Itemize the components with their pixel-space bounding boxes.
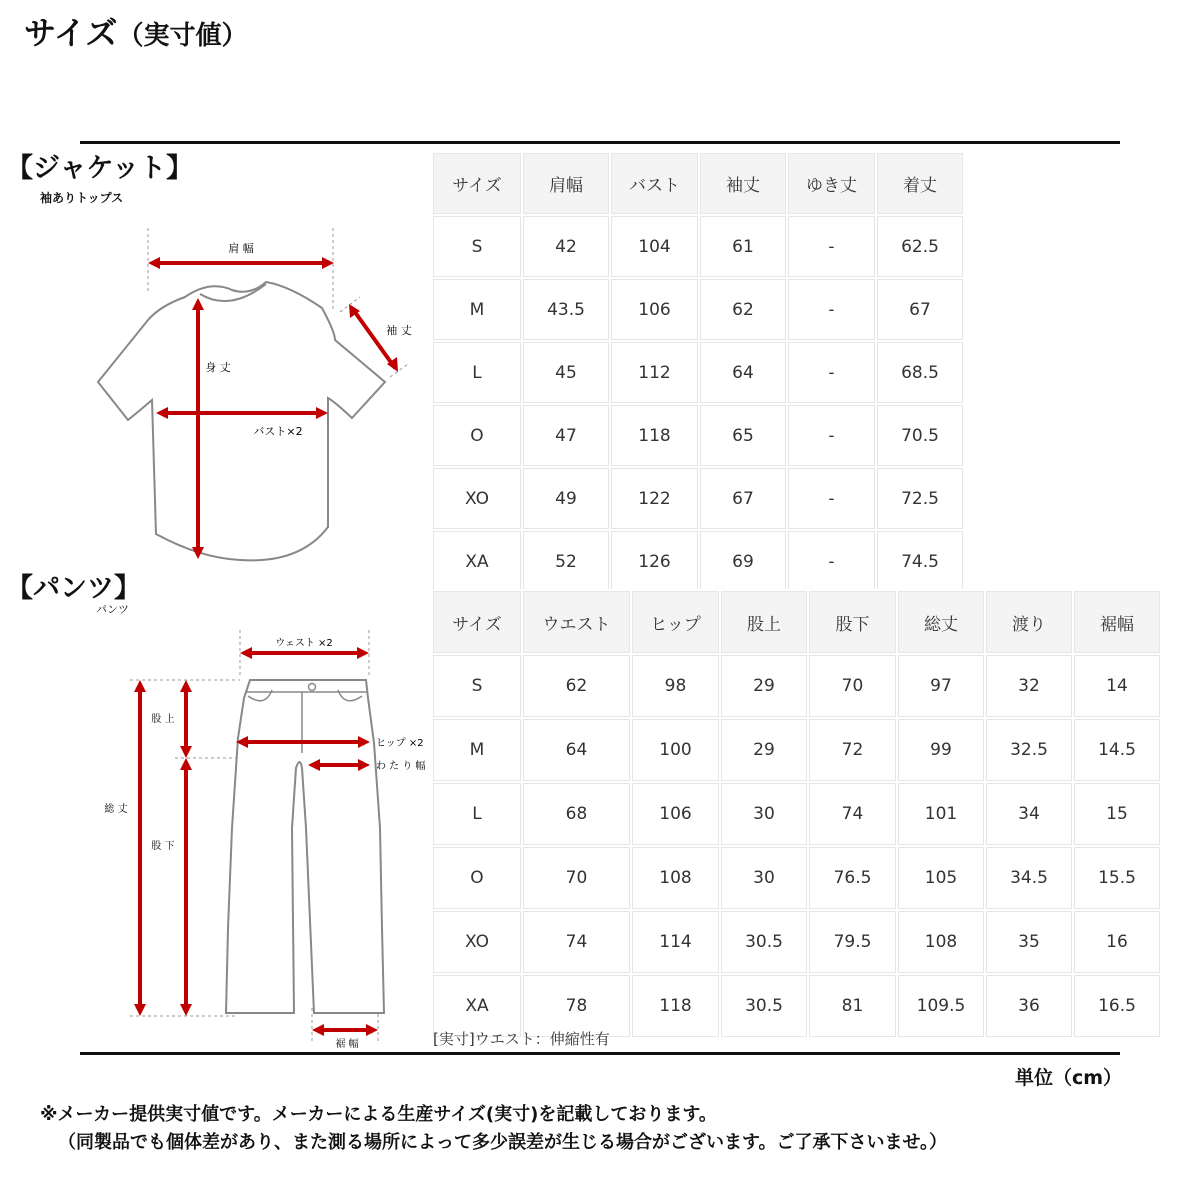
pants-note: [実寸]ウエスト：伸縮性有 [433, 1030, 610, 1048]
table-cell: 32.5 [986, 719, 1072, 781]
table-row [433, 216, 963, 277]
table-cell: 52 [523, 531, 609, 592]
table-cell: 106 [611, 279, 698, 340]
disclaimer-line1: ※メーカー提供実寸値です。メーカーによる生産サイズ(実寸)を記載しております。 [40, 1104, 717, 1125]
arrowhead [322, 257, 334, 269]
table-cell: - [788, 531, 875, 592]
pants-subheading: パンツ [96, 603, 129, 616]
table-cell: 30.5 [721, 911, 807, 973]
table-cell: 72.5 [877, 468, 963, 529]
table-cell: 70 [523, 847, 630, 909]
thigh-label: わ た り 幅 [376, 761, 426, 772]
table-cell: 15 [1074, 783, 1160, 845]
sleeve-label: 袖 丈 [386, 324, 412, 337]
table-cell: 29 [721, 655, 807, 717]
table-cell: - [788, 342, 875, 403]
table-cell: 97 [898, 655, 984, 717]
table-cell: 126 [611, 531, 698, 592]
table-cell: 14 [1074, 655, 1160, 717]
table-cell: 109.5 [898, 975, 984, 1037]
table-cell: 34 [986, 783, 1072, 845]
table-cell: 104 [611, 216, 698, 277]
table-cell: 61 [700, 216, 786, 277]
table-cell: O [433, 405, 521, 466]
disclaimer-line2: （同製品でも個体差があり、また測る場所によって多少誤差が生じる場合がございます。ご了承下さいませ。） [58, 1132, 948, 1153]
table-cell: 34.5 [986, 847, 1072, 909]
table-cell: 65 [700, 405, 786, 466]
waist-label: ウェスト ×2 [275, 638, 333, 649]
table-header-row [433, 153, 963, 214]
unit-label: 単位（cm） [1014, 1067, 1122, 1089]
hip-label: ヒップ ×2 [376, 738, 424, 749]
table-cell: 68 [523, 783, 630, 845]
table-cell: 64 [523, 719, 630, 781]
table-cell: 74 [523, 911, 630, 973]
table-cell: 64 [700, 342, 786, 403]
table-cell: 67 [877, 279, 963, 340]
table-cell: 70 [809, 655, 896, 717]
table-cell: 16.5 [1074, 975, 1160, 1037]
bust-label: バスト×2 [253, 425, 303, 438]
table-cell: 30 [721, 847, 807, 909]
table-cell: 69 [700, 531, 786, 592]
jacket-subheading: 袖ありトップス [40, 191, 124, 205]
table-cell: 29 [721, 719, 807, 781]
table-cell: S [433, 655, 521, 717]
table-cell: 62 [523, 655, 630, 717]
table-cell: M [433, 719, 521, 781]
jacket-size-table [431, 151, 965, 594]
table-header-cell: サイズ [433, 591, 521, 653]
table-cell: M [433, 279, 521, 340]
table-cell: 81 [809, 975, 896, 1037]
shirt-outline [98, 282, 385, 560]
table-cell: 49 [523, 468, 609, 529]
table-cell: 30 [721, 783, 807, 845]
table-cell: O [433, 847, 521, 909]
pants-diagram [90, 628, 435, 1053]
table-cell: 106 [632, 783, 719, 845]
table-cell: XA [433, 975, 521, 1037]
table-cell: 45 [523, 342, 609, 403]
table-header-cell: 総丈 [898, 591, 984, 653]
table-cell: 74.5 [877, 531, 963, 592]
shoulder-label: 肩 幅 [228, 242, 254, 255]
table-cell: 72 [809, 719, 896, 781]
table-header-cell: 肩幅 [523, 153, 609, 214]
table-cell: 122 [611, 468, 698, 529]
body-length-label: 身 丈 [205, 361, 231, 374]
table-cell: 15.5 [1074, 847, 1160, 909]
table-header-row [433, 591, 1160, 653]
table-header-cell: ウエスト [523, 591, 630, 653]
table-header-cell: 股上 [721, 591, 807, 653]
table-cell: 118 [611, 405, 698, 466]
table-cell: 14.5 [1074, 719, 1160, 781]
table-cell: 112 [611, 342, 698, 403]
jacket-diagram [90, 222, 430, 572]
table-cell: 47 [523, 405, 609, 466]
table-cell: - [788, 405, 875, 466]
table-cell: 108 [632, 847, 719, 909]
pants-size-table [431, 589, 1162, 1039]
table-row [433, 719, 1160, 781]
table-cell: 99 [898, 719, 984, 781]
table-cell: 42 [523, 216, 609, 277]
table-cell: 67 [700, 468, 786, 529]
table-row [433, 405, 963, 466]
table-row [433, 279, 963, 340]
table-cell: - [788, 216, 875, 277]
table-cell: L [433, 783, 521, 845]
table-row [433, 468, 963, 529]
table-cell: XO [433, 911, 521, 973]
table-header-cell: サイズ [433, 153, 521, 214]
table-cell: 76.5 [809, 847, 896, 909]
table-cell: - [788, 468, 875, 529]
table-cell: 35 [986, 911, 1072, 973]
table-cell: S [433, 216, 521, 277]
table-cell: L [433, 342, 521, 403]
hem-label: 裾 幅 [335, 1039, 359, 1050]
table-cell: 32 [986, 655, 1072, 717]
table-header-cell: 股下 [809, 591, 896, 653]
table-cell: XA [433, 531, 521, 592]
table-cell: 70.5 [877, 405, 963, 466]
table-header-cell: ゆき丈 [788, 153, 875, 214]
table-cell: 100 [632, 719, 719, 781]
table-header-cell: 裾幅 [1074, 591, 1160, 653]
table-header-cell: 着丈 [877, 153, 963, 214]
pants-outline [226, 680, 384, 1013]
table-cell: 105 [898, 847, 984, 909]
table-header-cell: 袖丈 [700, 153, 786, 214]
table-header-cell: 渡り [986, 591, 1072, 653]
table-cell: 79.5 [809, 911, 896, 973]
table-row [433, 783, 1160, 845]
table-cell: 114 [632, 911, 719, 973]
table-row [433, 655, 1160, 717]
top-divider [80, 141, 1120, 144]
inseam-label: 股 下 [151, 841, 175, 852]
table-cell: 101 [898, 783, 984, 845]
button-icon [309, 684, 316, 691]
table-cell: 74 [809, 783, 896, 845]
table-cell: 43.5 [523, 279, 609, 340]
table-row [433, 911, 1160, 973]
table-cell: 62 [700, 279, 786, 340]
page-title [24, 8, 247, 54]
page-title-main: サイズ [24, 14, 118, 52]
table-row [433, 847, 1160, 909]
table-cell: 118 [632, 975, 719, 1037]
table-cell: 108 [898, 911, 984, 973]
total-length-label: 総 丈 [104, 804, 128, 815]
table-cell: 98 [632, 655, 719, 717]
arrowhead [148, 257, 160, 269]
page-title-sub: （実寸値） [117, 21, 248, 51]
jacket-heading: 【ジャケット】 [6, 153, 194, 184]
table-header-cell: ヒップ [632, 591, 719, 653]
table-cell: - [788, 279, 875, 340]
rise-label: 股 上 [151, 714, 175, 725]
table-cell: XO [433, 468, 521, 529]
table-cell: 36 [986, 975, 1072, 1037]
table-row [433, 531, 963, 592]
table-cell: 16 [1074, 911, 1160, 973]
table-cell: 78 [523, 975, 630, 1037]
table-cell: 68.5 [877, 342, 963, 403]
table-row [433, 342, 963, 403]
table-header-cell: バスト [611, 153, 698, 214]
table-cell: 62.5 [877, 216, 963, 277]
table-cell: 30.5 [721, 975, 807, 1037]
pants-heading: 【パンツ】 [6, 573, 141, 604]
